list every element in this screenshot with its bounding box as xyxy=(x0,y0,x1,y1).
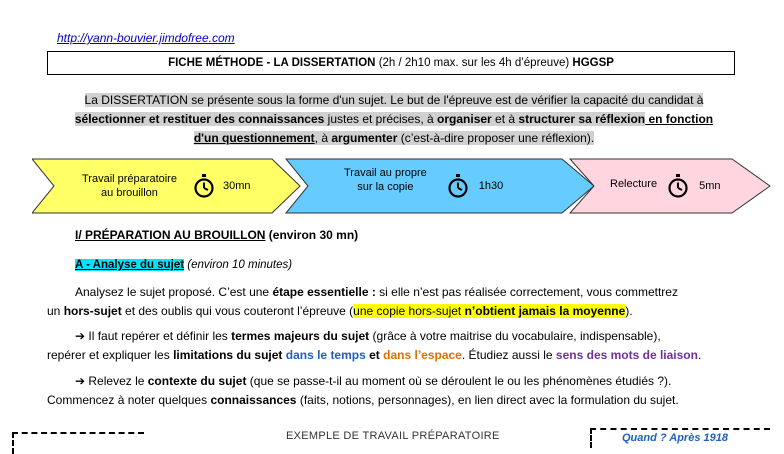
para-a8: n’obtient jamais la moyenne xyxy=(464,304,626,318)
para-c6: (faits, notions, personnages), en lien direct avec la formulation du sujet. xyxy=(296,393,679,407)
stopwatch-icon xyxy=(447,174,469,198)
step-2 xyxy=(344,158,564,214)
para-b2: termes majeurs du sujet xyxy=(231,329,370,343)
dashed-box-right: Quand ? Après 1918 xyxy=(590,428,770,448)
intro-text-2d: et à xyxy=(491,112,519,126)
paragraph-context xyxy=(47,372,747,410)
para-a9: ). xyxy=(625,304,633,318)
intro-skill-argue: argumenter xyxy=(331,131,398,145)
intro-skill-structure: structurer sa réflexion xyxy=(518,112,646,126)
para-a3: si elle n’est pas réalisée correctement, vous commettrez xyxy=(375,285,678,299)
para-b4: repérer et expliquer les xyxy=(47,348,174,362)
para-c2: contexte du sujet xyxy=(147,374,247,388)
stopwatch-icon xyxy=(667,174,689,198)
para-b7: et xyxy=(365,348,384,362)
step-1-label xyxy=(82,172,177,200)
step-1-time: 30mn xyxy=(222,180,251,192)
step-3-label-line1: Relecture xyxy=(610,178,658,190)
step-1 xyxy=(82,158,287,214)
para-b11: . xyxy=(697,348,702,362)
para-b8: dans l’espace xyxy=(383,348,462,362)
title-duration: (2h / 2h10 max. sur les 4h d’épreuve) xyxy=(378,57,570,69)
step-2-label xyxy=(344,166,427,194)
para-a7: une copie hors-sujet xyxy=(353,304,465,318)
title-box xyxy=(47,51,735,75)
para-c1: ➔ Relevez le xyxy=(75,374,148,388)
paragraph-terms xyxy=(47,327,747,365)
step-2-label-line1: Travail au propre xyxy=(344,167,427,179)
intro-underlined-1: en fonction xyxy=(645,112,714,126)
subsection-duration: (environ 10 minutes) xyxy=(187,259,293,271)
para-b1: ➔ Il faut repérer et définir les xyxy=(75,329,232,343)
section-heading-duration: (environ 30 mn) xyxy=(268,228,359,242)
intro-underlined-2: d'un questionnement xyxy=(193,131,315,145)
para-b3: (grâce à votre maitrise du vocabulaire, indispensable), xyxy=(369,329,661,343)
para-a4: un xyxy=(47,304,64,318)
step-3 xyxy=(610,158,770,214)
dashed-box-left xyxy=(12,432,144,454)
intro-line-1: La DISSERTATION se présente sous la forme d'un sujet. Le but de l'épreuve est de vérifier la capacité du candidat à xyxy=(84,93,704,107)
paragraph-analyse xyxy=(47,283,747,321)
para-c5: connaissances xyxy=(210,393,297,407)
step-3-time: 5mn xyxy=(699,180,721,192)
step-1-label-line2: au brouillon xyxy=(101,187,158,199)
para-a2: étape essentielle : xyxy=(272,285,376,299)
intro-text-3b: , à xyxy=(314,131,332,145)
stopwatch-icon xyxy=(193,174,215,198)
title-subject: HGGSP xyxy=(572,57,614,69)
para-b10: sens des mots de liaison xyxy=(555,348,698,362)
para-b9: . Étudiez aussi le xyxy=(461,348,556,362)
para-b5: limitations du sujet xyxy=(173,348,283,362)
example-heading: EXEMPLE DE TRAVAIL PRÉPARATOIRE xyxy=(286,430,500,442)
section-heading-title: I/ PRÉPARATION AU BROUILLON xyxy=(75,228,266,242)
step-3-label xyxy=(610,177,657,191)
section-heading xyxy=(75,228,358,242)
para-c3: (que se passe-t-il au moment où se déroulent le ou les phénomènes étudiés ?). xyxy=(246,374,672,388)
subsection-tag: A - Analyse du sujet xyxy=(75,259,185,271)
para-a6: et des oublis qui vous couteront l’épreuve ( xyxy=(121,304,354,318)
intro-skill-select: sélectionner et restituer des connaissances xyxy=(74,112,325,126)
intro-skill-organise: organiser xyxy=(437,112,492,126)
para-a5: hors-sujet xyxy=(63,304,122,318)
time-timeline xyxy=(32,158,772,214)
intro-text xyxy=(56,91,732,148)
intro-text-2b: justes et précises, à xyxy=(324,112,438,126)
para-c4: Commencez à noter quelques xyxy=(47,393,211,407)
intro-text-3d: (c’est-à-dire proposer une réflexion). xyxy=(397,131,595,145)
para-a1: Analysez le sujet proposé. C’est une xyxy=(75,285,273,299)
step-2-time: 1h30 xyxy=(478,180,504,192)
title-bold: FICHE MÉTHODE - LA DISSERTATION xyxy=(168,57,376,69)
site-link[interactable]: http://yann-bouvier.jimdofree.com xyxy=(57,31,235,45)
para-b6: dans le temps xyxy=(282,348,366,362)
subsection-heading xyxy=(75,259,292,271)
step-2-label-line2: sur la copie xyxy=(357,181,414,193)
step-1-label-line1: Travail préparatoire xyxy=(82,173,177,185)
